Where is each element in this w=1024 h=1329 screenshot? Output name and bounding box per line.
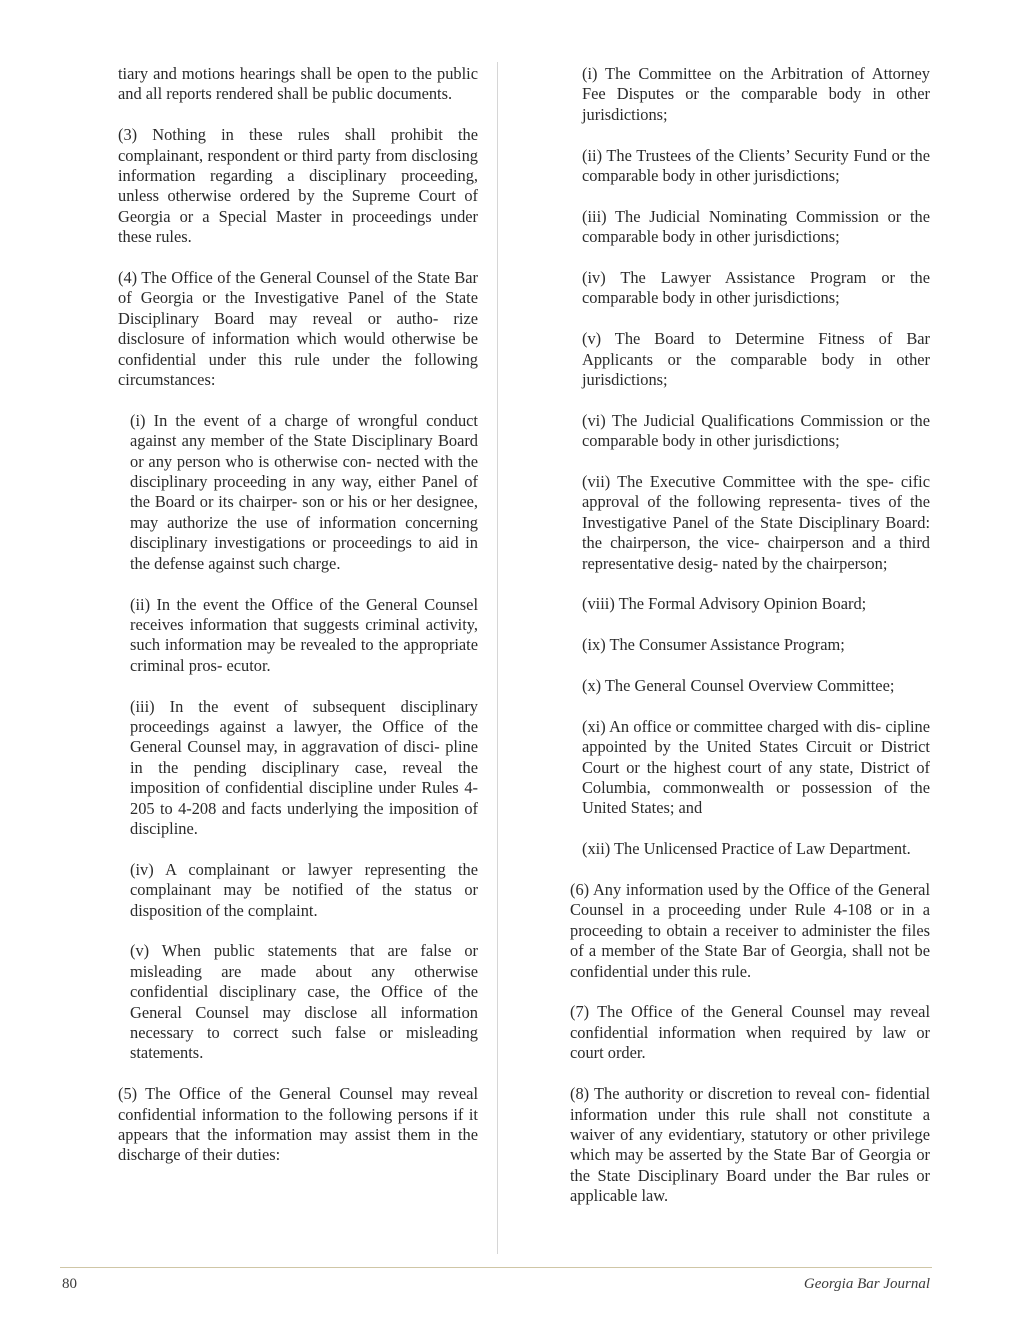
page-number: 80 (62, 1276, 77, 1292)
journal-name: Georgia Bar Journal (803, 1276, 930, 1292)
subparagraph: (i) In the event of a charge of wrongful conduct against any member of the State Disciplinary Board or any person who is otherwise con- nected with the disciplinary proceeding in any way, either Panel of the Board or its chairper- son or his or her designee, may authorize the use of information concerning disciplinary investigations or proceedings to aid in the defense against such charge. (130, 410, 478, 573)
subparagraph: (x) The General Counsel Overview Committee; (582, 676, 895, 696)
subparagraph: (xi) An office or committee charged with dis- cipline appointed by the United States Circuit or District Court or the highest court of any state, District of Columbia, commonwealth or possession of the United States; and (582, 716, 930, 818)
subparagraph: (i) The Committee on the Arbitration of Attorney Fee Disputes or the comparable body in other jurisdictions; (582, 64, 930, 124)
subparagraph: (ix) The Consumer Assistance Program; (582, 635, 845, 655)
paragraph: (4) The Office of the General Counsel of the State Bar of Georgia or the Investigative Panel of the State Disciplinary Board may reveal or autho- rize disclosure of information which would otherwise be confidential under this rule under the following circumstances: (118, 268, 478, 390)
subparagraph: (viii) The Formal Advisory Opinion Board; (582, 594, 867, 614)
subparagraph: (xii) The Unlicensed Practice of Law Department. (582, 839, 911, 859)
paragraph: (3) Nothing in these rules shall prohibit the complainant, respondent or third party from disclosing information regarding a disciplinary proceeding, unless otherwise ordered by the Supreme Court of Georgia or a Special Master in proceedings under these rules. (118, 125, 478, 247)
subparagraph: (ii) The Trustees of the Clients’ Security Fund or the comparable body in other jurisdictions; (582, 145, 930, 186)
subparagraph: (ii) In the event the Office of the General Counsel receives information that suggests criminal activity, such information may be revealed to the appropriate criminal pros- ecutor. (130, 594, 478, 675)
column-divider (497, 62, 498, 1254)
subparagraph: (v) The Board to Determine Fitness of Bar Applicants or the comparable body in other jurisdictions; (582, 329, 930, 390)
paragraph: (5) The Office of the General Counsel may reveal confidential information to the following persons if it appears that the information may assist them in the discharge of their duties: (118, 1084, 478, 1165)
footer-rule (60, 1267, 932, 1268)
subparagraph: (iv) The Lawyer Assistance Program or the comparable body in other jurisdictions; (582, 268, 930, 308)
subparagraph: (iii) The Judicial Nominating Commission or the comparable body in other jurisdictions; (582, 206, 930, 247)
paragraph: (8) The authority or discretion to reveal con- fidential information under this rule shall not constitute a waiver of any evidentiary, statutory or other privilege which may be asserted by the State Bar of Georgia or the State Disciplinary Board under the Bar rules or applicable law. (570, 1084, 930, 1206)
subparagraph: (iv) A complainant or lawyer representing the complainant may be notified of the status or disposition of the complaint. (130, 859, 478, 920)
subparagraph: (v) When public statements that are false or misleading are made about any otherwise confidential disciplinary case, the Office of the General Counsel may disclose all information necessary to correct such false or misleading statements. (130, 941, 478, 1063)
paragraph: (7) The Office of the General Counsel may reveal confidential information when required by law or court order. (570, 1002, 930, 1063)
paragraph: tiary and motions hearings shall be open to the public and all reports rendered shall be public documents. (118, 64, 478, 104)
right-column (570, 64, 930, 1207)
left-column (118, 64, 478, 1166)
paragraph: (6) Any information used by the Office of the General Counsel in a proceeding under Rule 4-108 or in a proceeding to obtain a receiver to administer the files of a member of the State Bar of Georgia, shall not be confidential under this rule. (570, 880, 930, 981)
subparagraph: (vii) The Executive Committee with the spe- cific approval of the following representa- tives of the Investigative Panel of the State Disciplinary Board: the chairperson, the vice- chairperson and a third representative desig- nated by the chairperson; (582, 472, 930, 573)
subparagraph: (iii) In the event of subsequent disciplinary proceedings against a lawyer, the Office of the General Counsel may, in aggravation of disci- pline in the pending disciplinary case, reveal the imposition of confidential discipline under Rules 4-205 to 4-208 and facts underlying the imposition of discipline. (130, 696, 478, 838)
subparagraph: (vi) The Judicial Qualifications Commission or the comparable body in other jurisdictions; (582, 410, 930, 451)
